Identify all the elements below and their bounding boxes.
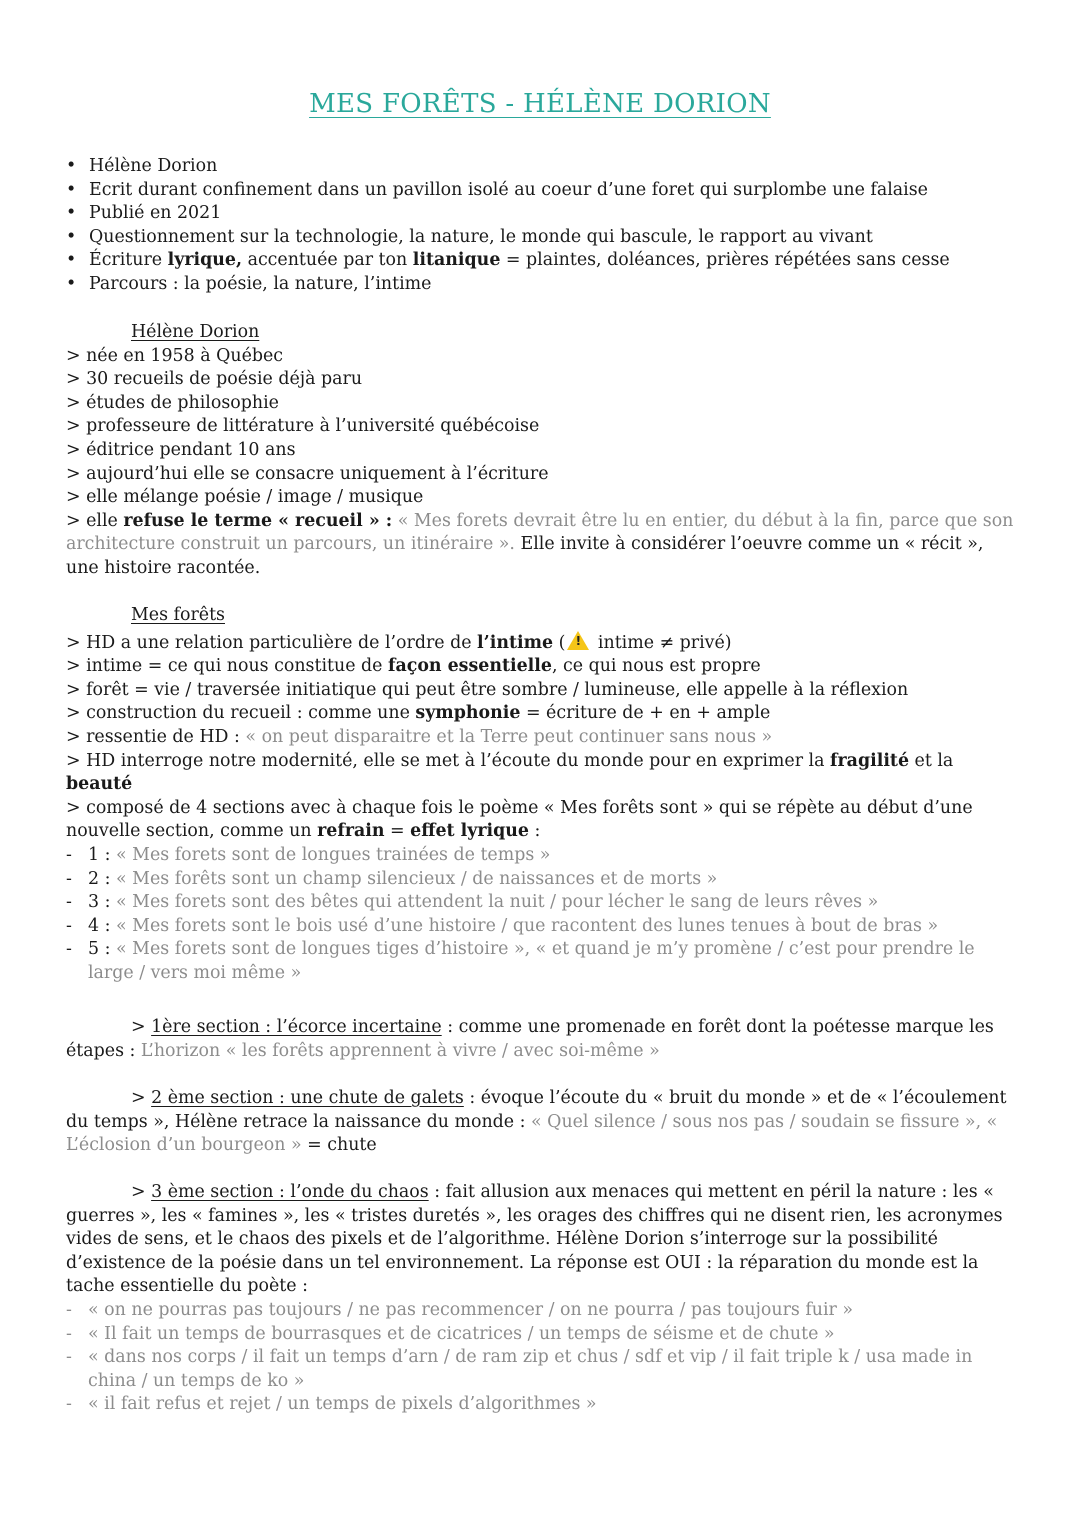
quote-item: - « Il fait un temps de bourrasques et de cicatrices / un temps de séisme et de chute »	[66, 1323, 1016, 1347]
work-line: > construction du recueil : comme une symphonie = écriture de + en + ample	[66, 703, 771, 724]
refrain-list	[66, 844, 1016, 986]
author-line: > née en 1958 à Québec	[66, 345, 284, 366]
bullet-item: • Parcours : la poésie, la nature, l’intime	[66, 273, 1016, 297]
quote-item: - « il fait refus et rejet / un temps de pixels d’algorithmes »	[66, 1393, 1016, 1417]
bullet-item: • Écriture lyrique, accentuée par ton litanique = plaintes, doléances, prières répétées sans cesse	[66, 249, 1016, 273]
author-line: > études de philosophie	[66, 392, 279, 413]
author-line: > professeure de littérature à l’université québécoise	[66, 416, 540, 437]
author-line: > 30 recueils de poésie déjà paru	[66, 369, 363, 390]
section-2-title: 2 ème section : une chute de galets	[151, 1088, 464, 1108]
author-line: > elle mélange poésie / image / musique	[66, 487, 424, 508]
refrain-item: - 1 : « Mes forets sont de longues trainées de temps »	[66, 844, 1016, 868]
author-line: > aujourd’hui elle se consacre uniquement à l’écriture	[66, 463, 549, 484]
bullet-item: • Hélène Dorion	[66, 155, 1016, 179]
section-3	[66, 1181, 1016, 1417]
refrain-item: - 3 : « Mes forets sont des bêtes qui attendent la nuit / pour lécher le sang de leurs rêves »	[66, 891, 1016, 915]
work-line: > composé de 4 sections avec à chaque fois le poème « Mes forêts sont » qui se répète au début d’une nouvelle section, comme un refrain = effet lyrique :	[66, 797, 973, 842]
bullet-item: • Ecrit durant confinement dans un pavillon isolé au coeur d’une foret qui surplombe une falaise	[66, 179, 1016, 203]
page-title: MES FORÊTS - HÉLÈNE DORION	[309, 89, 771, 119]
quote-item: - « dans nos corps / il fait un temps d’arn / de ram zip et chus / sdf et vip / il fait triple k / usa made in china / un temps de ko »	[66, 1346, 1016, 1393]
work-line: > intime = ce qui nous constitue de façon essentielle, ce qui nous est propre	[66, 656, 761, 677]
refrain-item: - 4 : « Mes forets sont le bois usé d’une histoire / que racontent des lunes tenues à bout de bras »	[66, 915, 1016, 939]
refrain-item: - 2 : « Mes forêts sont un champ silencieux / de naissances et de morts »	[66, 868, 1016, 892]
work-heading: Mes forêts	[131, 605, 225, 625]
section-2-paragraph: > 2 ème section : une chute de galets : évoque l’écoute du « bruit du monde » et de « l’écoulement du temps », Hélène retrace la naissance du monde : « Quel silence / sous nos pas / soudain se fissure », « L’éclosion d’un bourgeon » = chute	[66, 1088, 1007, 1156]
work-line: > forêt = vie / traversée initiatique qui peut être sombre / lumineuse, elle appelle à la réflexion	[66, 679, 909, 700]
author-refuse-paragraph: > elle refuse le terme « recueil » : « Mes forets devrait être lu en entier, du début à la fin, parce que son architecture construit un parcours, un itinéraire ». Elle invite à considérer l’oeuvre comme un « récit », une histoire racontée.	[66, 510, 1014, 578]
bullet-item: • Questionnement sur la technologie, la nature, le monde qui bascule, le rapport au vivant	[66, 226, 1016, 250]
section-1-paragraph: > 1ère section : l’écorce incertaine : comme une promenade en forêt dont la poétesse marque les étapes : L’horizon « les forêts apprennent à vivre / avec soi-même »	[66, 1017, 994, 1061]
work-section	[66, 604, 1016, 986]
section-3-title: 3 ème section : l’onde du chaos	[151, 1182, 429, 1202]
quote-item: - « on ne pourras pas toujours / ne pas recommencer / on ne pourra / pas toujours fuir »	[66, 1299, 1016, 1323]
bullet-item: • Publié en 2021	[66, 202, 1016, 226]
refrain-item: - 5 : « Mes forets sont de longues tiges d’histoire », « et quand je m’y promène / c’est pour prendre le large / vers moi même »	[66, 938, 1016, 985]
author-line: > éditrice pendant 10 ans	[66, 439, 296, 460]
author-heading: Hélène Dorion	[131, 322, 260, 342]
section-3-quote-list	[66, 1299, 1016, 1417]
author-section	[66, 321, 1016, 581]
section-3-paragraph: > 3 ème section : l’onde du chaos : fait allusion aux menaces qui mettent en péril la nature : les « guerres », les « famines », les « tristes duretés », les orages des chiffres qui ne disent rien, les acronymes vides de sens, et le chaos des pixels et de l’algorithme. Hélène Dorion s’interroge sur la possibilité d’existence de la poésie dans un tel environnement. La réponse est OUI : la réparation du monde est la tache essentielle du poète :	[66, 1182, 1003, 1297]
warning-icon: !	[567, 631, 589, 650]
section-1-title: 1ère section : l’écorce incertaine	[151, 1017, 442, 1037]
intro-bullet-list	[66, 155, 1016, 297]
work-line: > HD a une relation particulière de l’ordre de l’intime ( ! intime ≠ privé)	[66, 632, 732, 653]
intro-section	[66, 155, 1016, 297]
work-line: > HD interroge notre modernité, elle se met à l’écoute du monde pour en exprimer la fragilité et la beauté	[66, 750, 954, 795]
work-line: > ressentie de HD : « on peut disparaitre et la Terre peut continuer sans nous »	[66, 726, 773, 747]
